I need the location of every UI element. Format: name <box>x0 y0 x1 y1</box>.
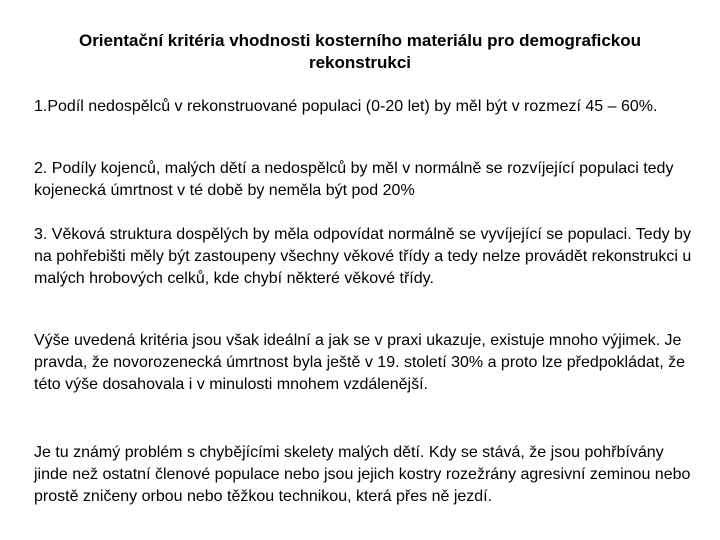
criterion-1-paragraph: 1.Podíl nedospělců v rekonstruované populaci (0-20 let) by měl být v rozmezí 45 – 60%. <box>34 98 658 115</box>
missing-skeletons-paragraph: Je tu známý problém s chybějícími skelety malých dětí. Kdy se stává, že jsou pohřbívány jinde než ostatní členové populace nebo jsou jejich kostry rozežrány agresivní zeminou nebo prostě zničeny orbou nebo těžkou technikou, která přes ně jezdí. <box>34 444 691 505</box>
criterion-3-paragraph: 3. Věková struktura dospělých by měla odpovídat normálně se vyvíjející se populaci. Tedy by na pohřebišti měly být zastoupeny všechny věkové třídy a tedy nelze provádět rekonstrukci u malých hrobových celků, kde chybí některé věkové třídy. <box>34 226 692 287</box>
criterion-2-paragraph: 2. Podíly kojenců, malých dětí a nedospělců by měl v normálně se rozvíjející populaci tedy kojenecká úmrtnost v té době by neměla být pod 20% <box>34 160 674 199</box>
slide-title: Orientační kritéria vhodnosti kosterního materiálu pro demografickou rekonstrukci <box>78 31 642 72</box>
exceptions-paragraph: Výše uvedená kritéria jsou však ideální a jak se v praxi ukazuje, existuje mnoho výjimek. Je pravda, že novorozenecká úmrtnost byla ještě v 19. století 30% a proto lze předpokládat, že této výše dosahovala i v minulosti mnohem vzdálenější. <box>34 332 686 393</box>
